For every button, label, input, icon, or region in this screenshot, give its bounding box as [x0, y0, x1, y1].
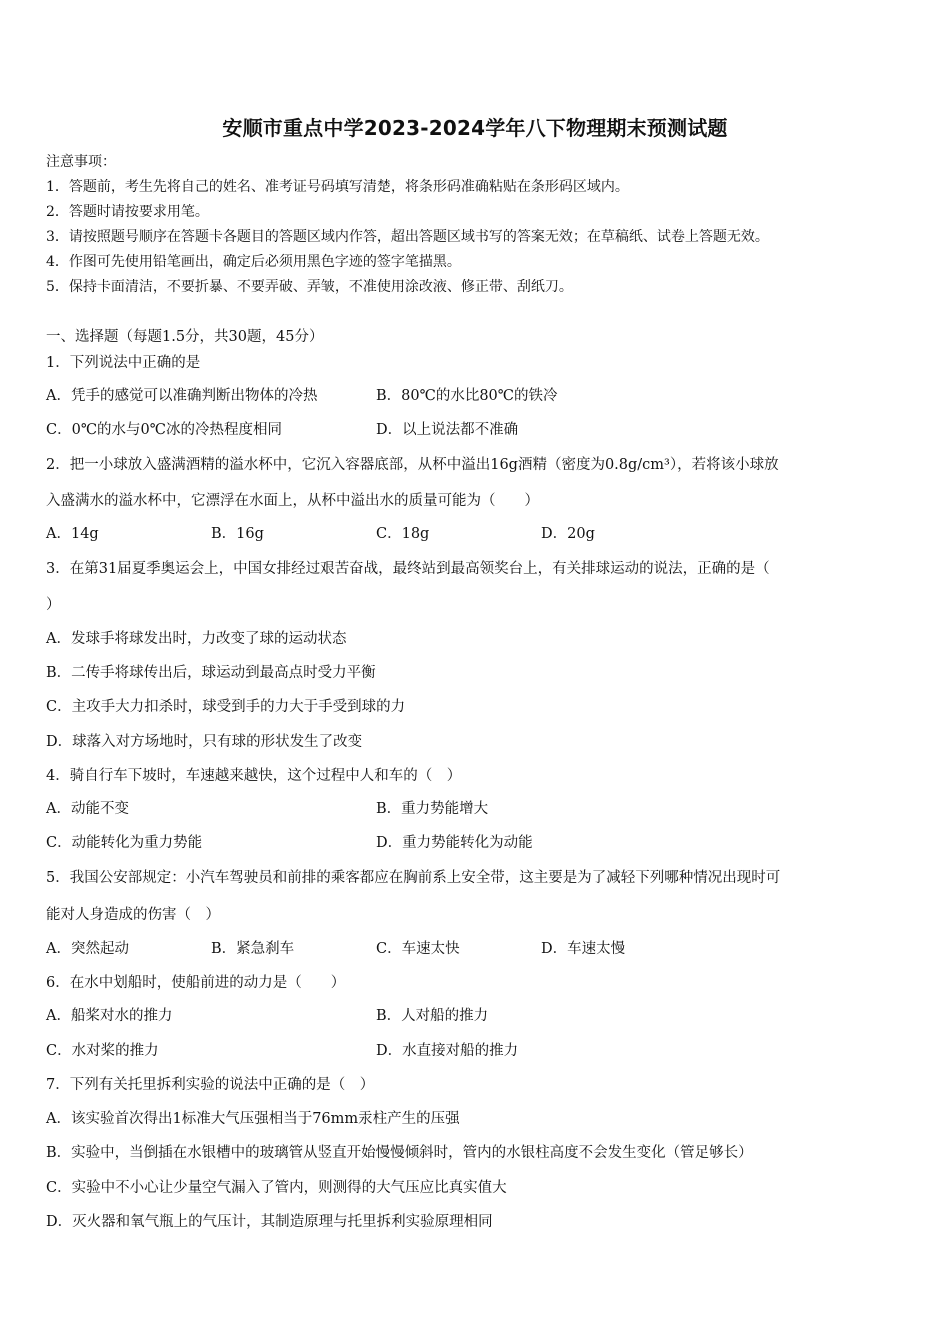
option-b: B．二传手将球传出后，球运动到最高点时受力平衡 — [46, 665, 376, 681]
option-d: D．车速太慢 — [541, 941, 626, 957]
option-b: B．80℃的水比80℃的铁冷 — [376, 388, 558, 404]
option-c: C．动能转化为重力势能 — [46, 835, 203, 851]
notice-item: 3．请按照题号顺序在答题卡各题目的答题区域内作答，超出答题区域书写的答案无效；在草稿纸、试卷上答题无效。 — [46, 229, 769, 245]
option-a: A．14g — [46, 526, 99, 542]
option-c: C．主攻手大力扣杀时，球受到手的力大于手受到球的力 — [46, 699, 406, 715]
option-a: A．该实验首次得出1标准大气压强相当于76mm汞柱产生的压强 — [46, 1111, 460, 1127]
question-stem: 能对人身造成的伤害（ ） — [46, 907, 220, 923]
question-stem: 入盛满水的溢水杯中，它漂浮在水面上，从杯中溢出水的质量可能为（ ） — [46, 493, 539, 509]
option-c: C．0℃的水与0℃冰的冷热程度相同 — [46, 422, 282, 438]
option-b: B．实验中，当倒插在水银槽中的玻璃管从竖直开始慢慢倾斜时，管内的水银柱高度不会发生变化（管足够长） — [46, 1145, 753, 1161]
option-b: B．16g — [211, 526, 264, 542]
question-stem: 7．下列有关托里拆利实验的说法中正确的是（ ） — [46, 1077, 375, 1093]
notice-item: 4．作图可先使用铅笔画出，确定后必须用黑色字迹的签字笔描黑。 — [46, 254, 461, 270]
question-stem: 5．我国公安部规定：小汽车驾驶员和前排的乘客都应在胸前系上安全带，这主要是为了减轻下列哪种情况出现时可 — [46, 870, 781, 886]
notice-item: 1．答题前，考生先将自己的姓名、准考证号码填写清楚，将条形码准确粘贴在条形码区域内。 — [46, 179, 629, 195]
page-title: 安顺市重点中学2023-2024学年八下物理期末预测试题 — [222, 116, 728, 140]
option-d: D．20g — [541, 526, 595, 542]
option-b: B．人对船的推力 — [376, 1008, 489, 1024]
notice-item: 5．保持卡面清洁，不要折暴、不要弄破、弄皱，不准使用涂改液、修正带、刮纸刀。 — [46, 279, 573, 295]
option-b: B．紧急刹车 — [211, 941, 295, 957]
question-stem: 4．骑自行车下坡时，车速越来越快，这个过程中人和车的（ ） — [46, 768, 462, 784]
question-stem: ） — [46, 597, 61, 613]
option-a: A．船桨对水的推力 — [46, 1008, 173, 1024]
option-d: D．水直接对船的推力 — [376, 1043, 519, 1059]
option-b: B．重力势能增大 — [376, 801, 489, 817]
option-a: A．动能不变 — [46, 801, 129, 817]
option-d: D．灭火器和氧气瓶上的气压计，其制造原理与托里拆利实验原理相同 — [46, 1214, 493, 1230]
option-a: A．突然起动 — [46, 941, 129, 957]
option-c: C．18g — [376, 526, 430, 542]
option-a: A．凭手的感觉可以准确判断出物体的冷热 — [46, 388, 318, 404]
notice-block — [46, 150, 926, 300]
option-c: C．实验中不小心让少量空气漏入了管内，则测得的大气压应比真实值大 — [46, 1180, 507, 1196]
option-d: D．球落入对方场地时，只有球的形状发生了改变 — [46, 734, 363, 750]
option-c: C．水对桨的推力 — [46, 1043, 159, 1059]
option-c: C．车速太快 — [376, 941, 460, 957]
notice-heading: 注意事项： — [46, 154, 116, 170]
option-d: D．以上说法都不准确 — [376, 422, 519, 438]
question-stem: 6．在水中划船时，使船前进的动力是（ ） — [46, 975, 346, 991]
question-stem: 1．下列说法中正确的是 — [46, 355, 201, 371]
section-heading: 一、选择题（每题1.5分，共30题，45分） — [46, 329, 324, 345]
question-stem: 3．在第31届夏季奥运会上，中国女排经过艰苦奋战，最终站到最高领奖台上，有关排球运动的说法，正确的是（ — [46, 561, 770, 577]
option-a: A．发球手将球发出时，力改变了球的运动状态 — [46, 631, 347, 647]
option-d: D．重力势能转化为动能 — [376, 835, 533, 851]
notice-item: 2．答题时请按要求用笔。 — [46, 204, 209, 220]
question-stem: 2．把一小球放入盛满酒精的溢水杯中，它沉入容器底部，从杯中溢出16g酒精（密度为0.8g/cm³），若将该小球放 — [46, 457, 779, 473]
